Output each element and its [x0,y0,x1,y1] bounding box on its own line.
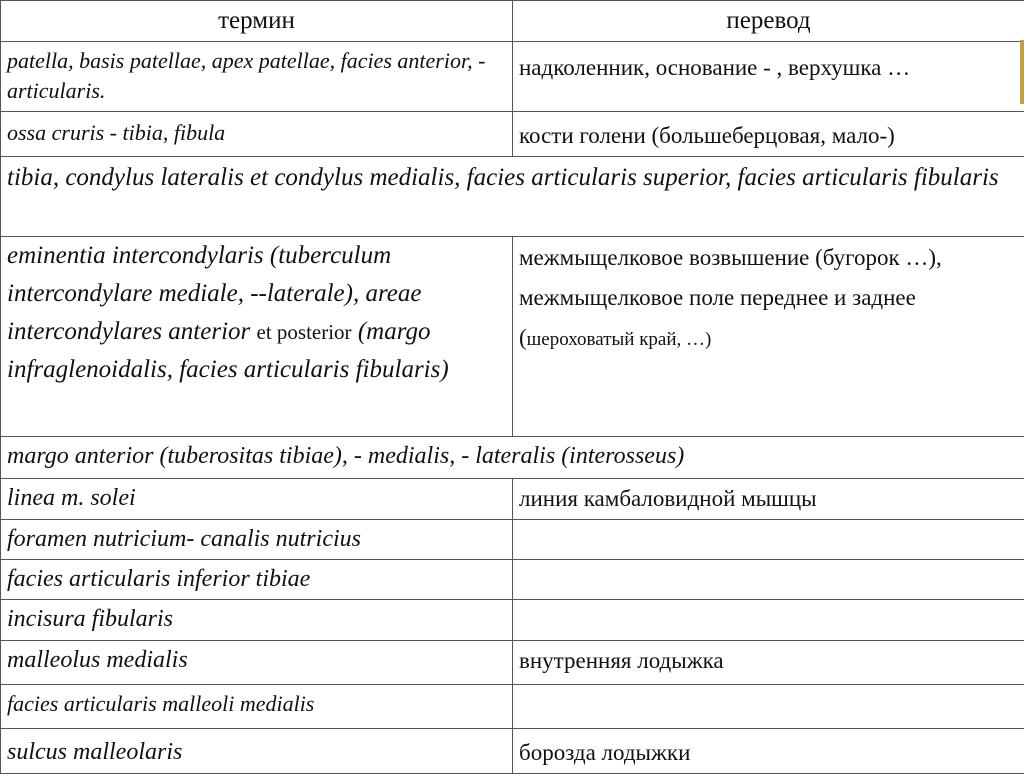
term-cell-wide: margo anterior (tuberositas tibiae), - medialis, - lateralis (interosseus) [1,437,1024,479]
translation-text: межмыщелковое возвышение (бугорок …), межмыщелковое поле переднее и заднее ( [519,245,942,350]
term-cell: incisura fibularis [1,600,513,641]
term-cell: malleolus medialis [1,641,513,685]
translation-cell [513,237,1024,437]
term-column-header: термин [1,1,513,42]
table-row [1,479,1024,520]
slide-edge-marker [1020,40,1024,104]
translation-cell: линия камбаловидной мышцы [513,479,1024,520]
term-text: eminentia intercondylaris (tuberculum intercondylare mediale, --laterale), areae intercondylares anterior [7,242,421,345]
table-row [1,42,1024,112]
term-cell-wide: tibia, condylus lateralis et condylus medialis, facies articularis superior, facies articularis fibularis [1,157,1024,237]
translation-cell [513,560,1024,600]
translation-text-small: шероховатый край, …) [527,329,712,350]
translation-cell: кости голени (большеберцовая, мало-) [513,112,1024,157]
translation-cell [513,520,1024,560]
table-row [1,437,1024,479]
table-row [1,560,1024,600]
term-cell: linea m. solei [1,479,513,520]
translation-cell: борозда лодыжки [513,729,1024,774]
term-cell [1,237,513,437]
translation-column-header: перевод [513,1,1024,42]
table-row [1,600,1024,641]
header-row [1,1,1024,42]
term-cell: sulcus malleolaris [1,729,513,774]
translation-cell [513,685,1024,729]
term-cell: facies articularis inferior tibiae [1,560,513,600]
translation-cell: внутренняя лодыжка [513,641,1024,685]
term-text-small: et posterior [257,320,352,344]
translation-cell [513,600,1024,641]
table-row [1,685,1024,729]
term-text: (margo infraglenoidalis, facies articularis fibularis) [7,318,449,383]
table-row [1,641,1024,685]
term-cell: facies articularis malleoli medialis [1,685,513,729]
table-row [1,237,1024,437]
table-row [1,520,1024,560]
term-cell: foramen nutricium- canalis nutricius [1,520,513,560]
translation-cell: надколенник, основание - , верхушка … [513,42,1024,112]
table-row [1,157,1024,237]
table-row [1,112,1024,157]
term-cell: ossa cruris - tibia, fibula [1,112,513,157]
term-cell: patella, basis patellae, apex patellae, facies anterior, - articularis. [1,42,513,112]
